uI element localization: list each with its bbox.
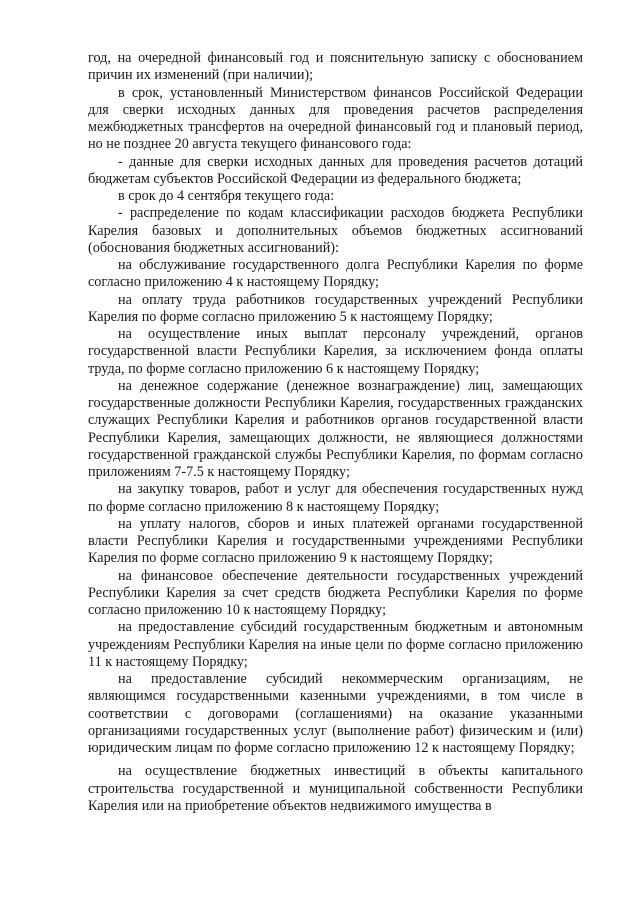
paragraph: на осуществление иных выплат персоналу учреждений, органов государственной власти Республики Карелия, за исключением фонда оплаты труда, по форме согласно приложению 6 к настоящему Порядку;	[88, 326, 583, 377]
paragraph: год, на очередной финансовый год и пояснительную записку с обоснованием причин их изменений (при наличии);	[88, 50, 583, 84]
paragraph: в срок, установленный Министерством финансов Российской Федерации для сверки исходных данных для проведения расчетов распределения межбюджетных трансфертов на очередной финансовый год и плановый период, но не позднее 20 августа текущего финансового года:	[88, 84, 583, 153]
paragraph: на финансовое обеспечение деятельности государственных учреждений Республики Карелия за счет средств бюджета Республики Карелия по форме согласно приложению 10 к настоящему Порядку;	[88, 567, 583, 618]
paragraph: на осуществление бюджетных инвестиций в объекты капитального строительства государственной и муниципальной собственности Республики Карелия или на приобретение объектов недвижимого имущества в	[88, 763, 583, 814]
document-body	[88, 50, 583, 815]
paragraph: на уплату налогов, сборов и иных платежей органами государственной власти Республики Карелия и государственными учреждениями Республики Карелия по форме согласно приложению 9 к настоящему Порядку;	[88, 515, 583, 567]
paragraph: на денежное содержание (денежное вознаграждение) лиц, замещающих государственные должности Республики Карелия, государственных гражданских служащих Республики Карелия и работников органов государственной власти Республики Карелия, замещающих должности, не являющиеся должностями государственной гражданской службы Республики Карелия, по формам согласно приложениям 7-7.5 к настоящему Порядку;	[88, 377, 583, 480]
paragraph: на обслуживание государственного долга Республики Карелия по форме согласно приложению 4 к настоящему Порядку;	[88, 257, 583, 291]
paragraph: на предоставление субсидий некоммерческим организациям, не являющимся государственными казенными учреждениями, в том числе в соответствии с договорами (соглашениями) на оказание указанными организациями государственных услуг (выполнение работ) физическим и (или) юридическим лицам по форме согласно приложению 12 к настоящему Порядку;	[88, 671, 583, 756]
paragraph: на оплату труда работников государственных учреждений Республики Карелия по форме согласно приложению 5 к настоящему Порядку;	[88, 291, 583, 325]
paragraph: - данные для сверки исходных данных для проведения расчетов дотаций бюджетам субъектов Российской Федерации из федерального бюджета;	[88, 153, 583, 187]
paragraph: - распределение по кодам классификации расходов бюджета Республики Карелия базовых и дополнительных объемов бюджетных ассигнований (обоснования бюджетных ассигнований):	[88, 205, 583, 256]
paragraph: на предоставление субсидий государственным бюджетным и автономным учреждениям Республики Карелия на иные цели по форме согласно приложению 11 к настоящему Порядку;	[88, 619, 583, 670]
paragraph: на закупку товаров, работ и услуг для обеспечения государственных нужд по форме согласно приложению 8 к настоящему Порядку;	[88, 481, 583, 515]
paragraph: в срок до 4 сентября текущего года:	[118, 188, 335, 204]
